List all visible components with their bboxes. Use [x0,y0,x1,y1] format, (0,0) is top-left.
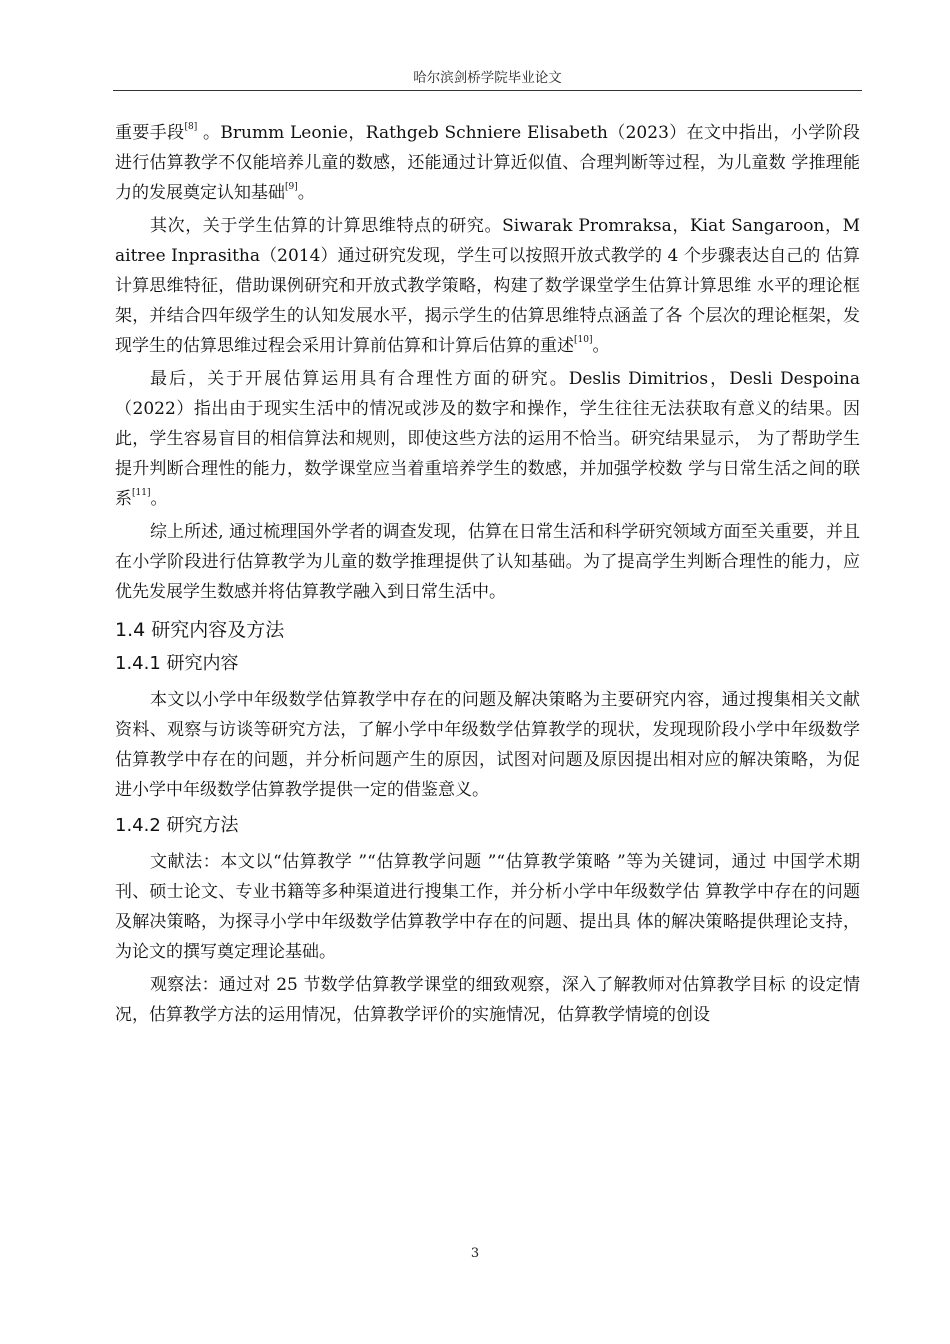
paragraph-2: 其次，关于学生估算的计算思维特点的研究。Siwarak Promraksa，Kiat Sangaroon，M aitree Inprasitha（2014）通过研究发现，学生可以按照开放式教学的 4 个步骤表达自己的 估算计算思维特征，借助课例研究和开放式教学策略，构建了数学课堂学生估算计算思维 水平的理论框架，并结合四年级学生的认知发展水平，揭示学生的估算思维特点涵盖了各 个层次的理论框架，发现学生的估算思维过程会采用计算前估算和计算后估算的重述[10]。 [115,216,860,356]
page-number: 3 [470,1246,480,1261]
section-heading-1-4-1: 1.4.1 研究内容 [115,653,239,674]
citation-11: [11] [132,488,151,498]
section-heading-1-4: 1.4 研究内容及方法 [115,619,285,641]
paragraph-1: 重要手段[8] 。Brumm Leonie，Rathgeb Schniere Elisabeth（2023）在文中指出，小学阶段 进行估算教学不仅能培养儿童的数感，还能通过计算近似值、合理判断等过程，为儿童数 学推理能力的发展奠定认知基础[9]。 [115,122,860,203]
paragraph-observation-method: 观察法：通过对 25 节数学估算教学课堂的细致观察，深入了解教师对估算教学目标 的设定情况，估算教学方法的运用情况，估算教学评价的实施情况，估算教学情境的创设 [115,975,860,1025]
paragraph-literature-method: 文献法：本文以“估算教学 ”“估算教学问题 ”“估算教学策略 ”等为关键词，通过 中国学术期刊、硕士论文、专业书籍等多种渠道进行搜集工作，并分析小学中年级数学估 算教学中存在的问题及解决策略，为探寻小学中年级数学估算教学中存在的问题、提出具 体的解决策略提供理论支持，为论文的撰写奠定理论基础。 [115,852,860,962]
paragraph-research-content: 本文以小学中年级数学估算教学中存在的问题及解决策略为主要研究内容，通过搜集相关文献资料、观察与访谈等研究方法，了解小学中年级数学估算教学的现状，发现现阶段小学中年级数学估算教学中存在的问题，并分析问题产生的原因，试图对问题及原因提出相对应的解决策略，为促进小学中年级数学估算教学提供一定的借鉴意义。 [115,690,860,800]
page-header: 哈尔滨剑桥学院毕业论文 [413,70,562,86]
citation-8: [8] [184,122,198,132]
body-text [115,118,860,1033]
header-rule [113,90,862,91]
citation-9: [9] [285,182,298,192]
paragraph-4: 综上所述, 通过梳理国外学者的调查发现，估算在日常生活和科学研究领域方面至关重要，并且在小学阶段进行估算教学为儿童的数学推理提供了认知基础。为了提高学生判断合理性的能力，应优先发展学生数感并将估算教学融入到日常生活中。 [115,522,860,602]
citation-10: [10] [574,335,593,345]
section-heading-1-4-2: 1.4.2 研究方法 [115,815,239,836]
paragraph-3: 最后，关于开展估算运用具有合理性方面的研究。Deslis Dimitrios，Desli Despoina（2022）指出由于现实生活中的情况或涉及的数字和操作，学生往往无法获取有意义的结果。因此，学生容易盲目的相信算法和规则，即使这些方法的运用不恰当。研究结果显示， 为了帮助学生提升判断合理性的能力，数学课堂应当着重培养学生的数感，并加强学校数 学与日常生活之间的联系[11]。 [115,369,860,509]
